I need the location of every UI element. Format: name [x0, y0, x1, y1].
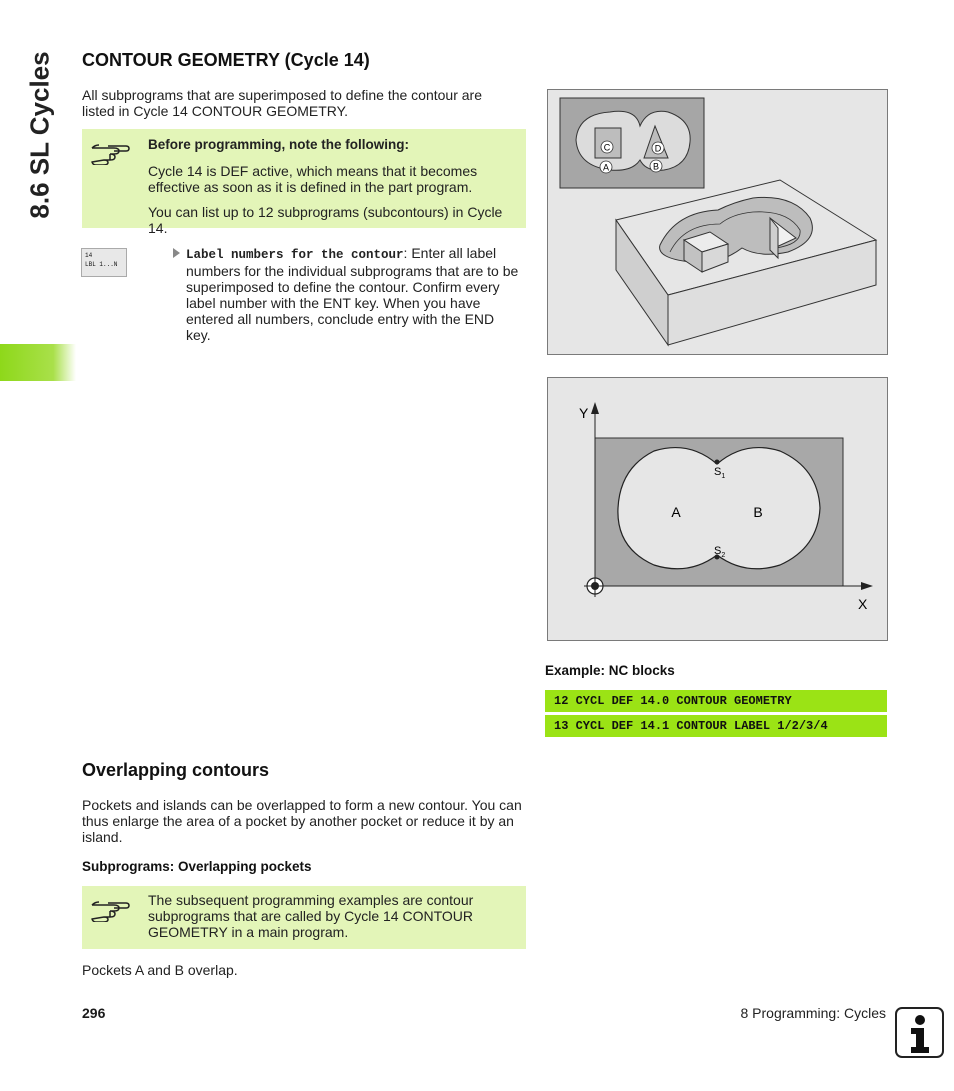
nc-block-line-2: 13 CYCL DEF 14.1 CONTOUR LABEL 1/2/3/4	[545, 715, 887, 737]
example-heading: Example: NC blocks	[545, 663, 675, 678]
figure1-label-d: D	[654, 143, 662, 154]
page-number: 296	[82, 1005, 106, 1021]
intersection-s1-label: $S_1$	[714, 466, 726, 480]
note-title: Before programming, note the following:	[148, 137, 409, 152]
intersection-s2-label: $S_2$	[714, 545, 726, 559]
figure1-label-b: B	[652, 161, 660, 172]
lbl-softkey: 14 LBL 1...N	[81, 248, 127, 277]
note-text-2: You can list up to 12 subprograms (subcontours) in Cycle 14.	[148, 204, 503, 236]
note-text-1: Cycle 14 is DEF active, which means that it becomes effective as soon as it is defined in the part program.	[148, 163, 478, 195]
overlapping-paragraph: Pockets and islands can be overlapped to form a new contour. You can thus enlarge the area of a pocket by another pocket or reduce it by an island.	[82, 797, 522, 845]
overlapping-pockets-figure	[547, 377, 888, 641]
workpiece-3d-figure	[547, 89, 888, 355]
intro-paragraph: All subprograms that are superimposed to define the contour are listed in Cycle 14 CONTOUR GEOMETRY.	[82, 87, 483, 119]
workpiece-illustration	[548, 90, 887, 354]
section-side-title: 8.6 SL Cycles	[24, 51, 55, 219]
programming-note-box	[82, 129, 526, 236]
subprograms-note-text: The subsequent programming examples are contour subprograms that are called by Cycle 14 CONTOUR GEOMETRY in a main program.	[148, 892, 474, 940]
nc-block-line-1: 12 CYCL DEF 14.0 CONTOUR GEOMETRY	[545, 690, 887, 712]
figure1-label-c: C	[603, 142, 611, 153]
figure1-label-a: A	[602, 162, 610, 173]
overlapping-contours-heading: Overlapping contours	[82, 760, 270, 780]
section-tab-marker	[0, 344, 76, 381]
y-axis-label: Y	[579, 405, 589, 421]
overlapping-pockets-diagram	[548, 378, 887, 640]
info-icon	[895, 1007, 944, 1058]
chapter-title: 8 Programming: Cycles	[740, 1005, 886, 1021]
closing-sentence: Pockets A and B overlap.	[82, 962, 238, 978]
pointing-hand-icon	[90, 139, 130, 165]
pocket-b-label: B	[753, 504, 763, 520]
x-axis-label: X	[858, 596, 868, 612]
pocket-a-label: A	[671, 504, 681, 520]
pointing-hand-icon	[90, 896, 130, 922]
subprograms-note-box	[82, 886, 526, 949]
subprograms-subheading: Subprograms: Overlapping pockets	[82, 859, 312, 874]
label-numbers-parameter: Label numbers for the contour: Enter all label numbers for the individual subprograms that are to be superimposed to define the contour. Confirm every label number with the ENT key. When you have entered all numbers, conclude entry with the END key.	[172, 245, 526, 343]
triangle-bullet-icon	[173, 248, 180, 258]
contour-geometry-heading: CONTOUR GEOMETRY (Cycle 14)	[82, 50, 370, 70]
